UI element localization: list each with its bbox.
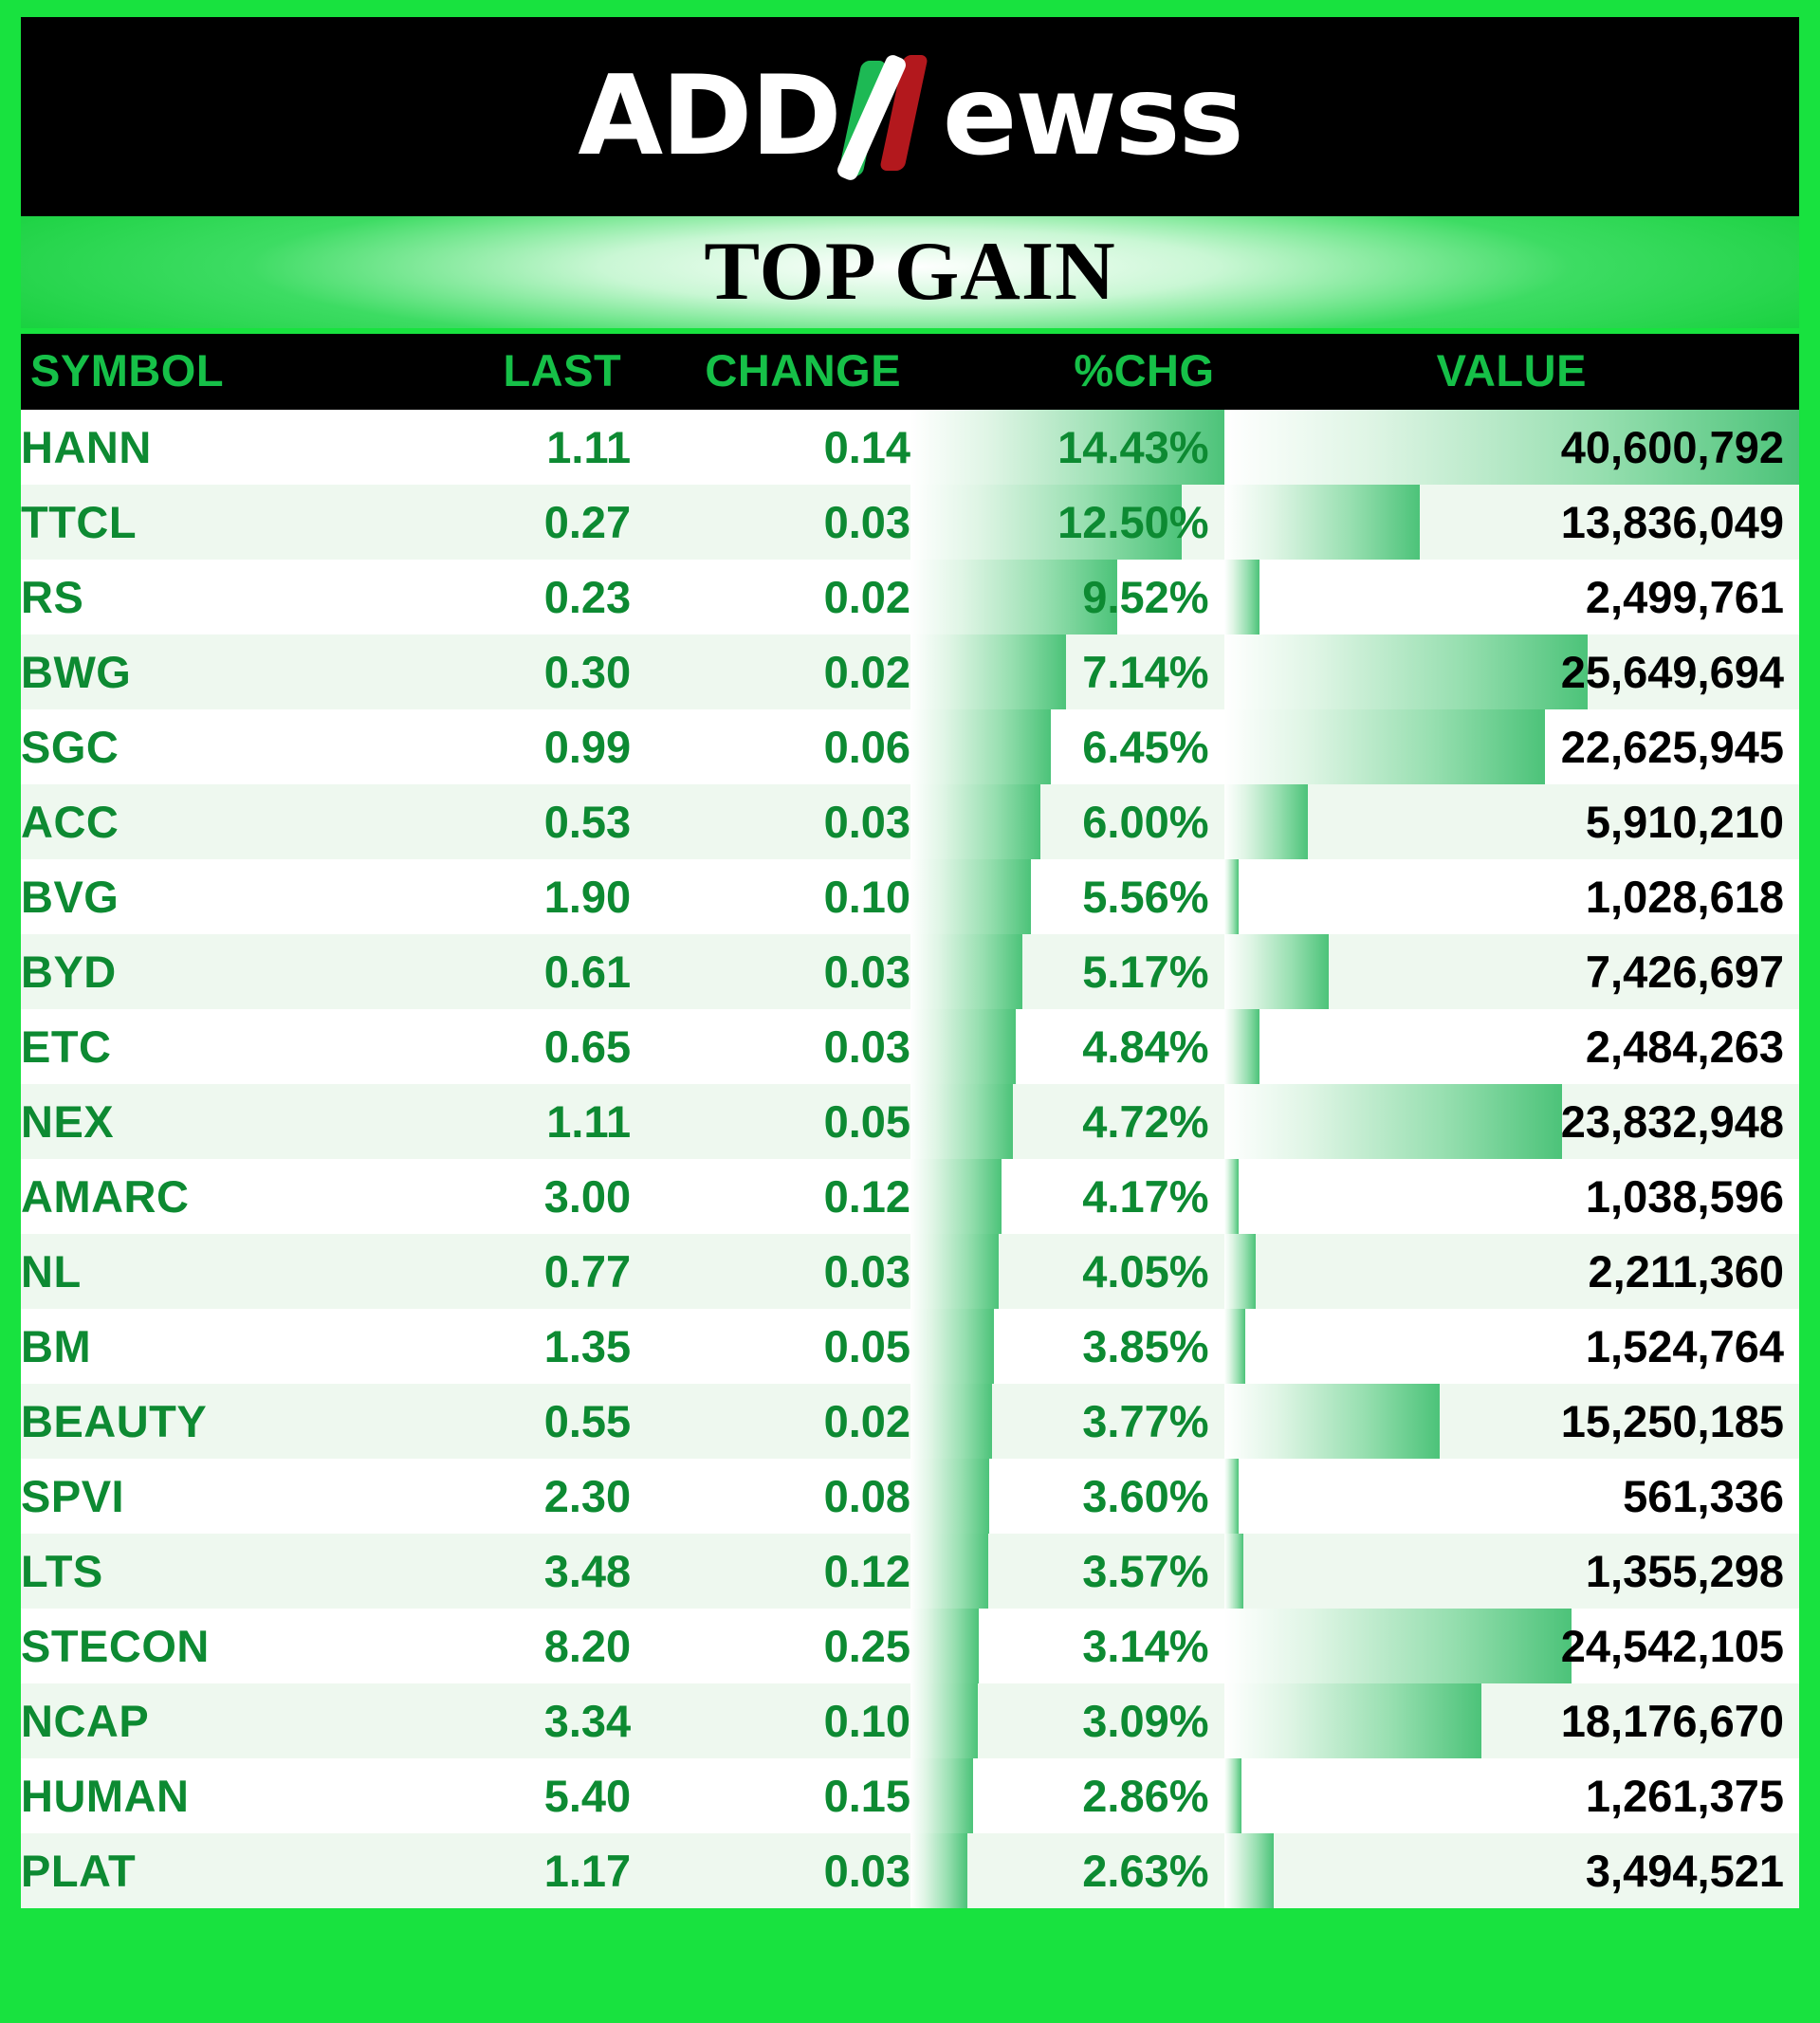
pct-chg-label: 2.63% xyxy=(1082,1846,1209,1896)
column-header-symbol: SYMBOL xyxy=(21,334,385,410)
cell-value xyxy=(1224,1009,1799,1084)
table-body xyxy=(21,410,1799,1908)
cell-change: 0.15 xyxy=(631,1758,910,1833)
table-row xyxy=(21,410,1799,485)
cell-last: 1.17 xyxy=(385,1833,631,1908)
value-label: 3,494,521 xyxy=(1585,1846,1784,1896)
value-bar xyxy=(1224,934,1330,1009)
pct-bar xyxy=(910,1833,967,1908)
cell-symbol: TTCL xyxy=(21,485,385,560)
cell-pct-chg xyxy=(910,1309,1223,1384)
cell-pct-chg xyxy=(910,1833,1223,1908)
cell-symbol: BM xyxy=(21,1309,385,1384)
cell-value xyxy=(1224,485,1799,560)
table-row xyxy=(21,1609,1799,1683)
cell-value xyxy=(1224,709,1799,784)
table-row xyxy=(21,560,1799,634)
cell-last: 1.11 xyxy=(385,1084,631,1159)
cell-last: 0.99 xyxy=(385,709,631,784)
table-row xyxy=(21,934,1799,1009)
pct-bar xyxy=(910,1009,1016,1084)
cell-last: 1.35 xyxy=(385,1309,631,1384)
pct-bar xyxy=(910,1234,999,1309)
value-bar xyxy=(1224,1009,1259,1084)
column-header-pct-chg: %CHG xyxy=(910,334,1223,410)
cell-pct-chg xyxy=(910,784,1223,859)
brand-logo xyxy=(578,52,1242,180)
cell-last: 0.65 xyxy=(385,1009,631,1084)
cell-symbol: SPVI xyxy=(21,1459,385,1534)
pct-chg-label: 6.45% xyxy=(1082,722,1209,772)
title-banner xyxy=(21,216,1799,328)
cell-symbol: LTS xyxy=(21,1534,385,1609)
cell-last: 1.90 xyxy=(385,859,631,934)
cell-value xyxy=(1224,934,1799,1009)
table-row xyxy=(21,1084,1799,1159)
brand-name-part1: ADD xyxy=(578,52,840,180)
cell-change: 0.02 xyxy=(631,634,910,709)
cell-symbol: NL xyxy=(21,1234,385,1309)
cell-symbol: STECON xyxy=(21,1609,385,1683)
cell-pct-chg xyxy=(910,560,1223,634)
cell-symbol: HANN xyxy=(21,410,385,485)
pct-chg-label: 5.17% xyxy=(1082,947,1209,997)
pct-bar xyxy=(910,1459,988,1534)
cell-value xyxy=(1224,560,1799,634)
cell-last: 0.77 xyxy=(385,1234,631,1309)
value-bar xyxy=(1224,1384,1441,1459)
cell-pct-chg xyxy=(910,1009,1223,1084)
pct-bar xyxy=(910,709,1051,784)
cell-value xyxy=(1224,1534,1799,1609)
cell-pct-chg xyxy=(910,709,1223,784)
value-label: 2,499,761 xyxy=(1585,572,1784,622)
column-header-last: LAST xyxy=(385,334,631,410)
pct-chg-label: 3.85% xyxy=(1082,1321,1209,1371)
cell-change: 0.12 xyxy=(631,1534,910,1609)
value-label: 2,211,360 xyxy=(1588,1246,1784,1297)
value-bar xyxy=(1224,1534,1243,1609)
cell-change: 0.03 xyxy=(631,485,910,560)
pct-chg-label: 3.57% xyxy=(1082,1546,1209,1596)
table-row xyxy=(21,1309,1799,1384)
column-header-change: CHANGE xyxy=(631,334,910,410)
cell-value xyxy=(1224,784,1799,859)
cell-last: 3.34 xyxy=(385,1683,631,1758)
cell-symbol: AMARC xyxy=(21,1159,385,1234)
cell-symbol: BEAUTY xyxy=(21,1384,385,1459)
value-label: 1,028,618 xyxy=(1585,872,1784,922)
value-bar xyxy=(1224,1459,1239,1534)
pct-bar xyxy=(910,784,1040,859)
value-bar xyxy=(1224,1683,1482,1758)
value-bar xyxy=(1224,1609,1572,1683)
cell-pct-chg xyxy=(910,485,1223,560)
cell-pct-chg xyxy=(910,859,1223,934)
cell-symbol: ACC xyxy=(21,784,385,859)
cell-last: 0.53 xyxy=(385,784,631,859)
table-row xyxy=(21,1534,1799,1609)
cell-change: 0.06 xyxy=(631,709,910,784)
brand-header xyxy=(21,17,1799,216)
pct-chg-label: 9.52% xyxy=(1082,572,1209,622)
cell-last: 0.30 xyxy=(385,634,631,709)
cell-last: 1.11 xyxy=(385,410,631,485)
pct-chg-label: 3.77% xyxy=(1082,1396,1209,1446)
pct-bar xyxy=(910,634,1066,709)
cell-symbol: SGC xyxy=(21,709,385,784)
table-row xyxy=(21,634,1799,709)
pct-chg-label: 4.17% xyxy=(1082,1171,1209,1222)
table-row xyxy=(21,1833,1799,1908)
cell-pct-chg xyxy=(910,1234,1223,1309)
cell-symbol: BWG xyxy=(21,634,385,709)
cell-pct-chg xyxy=(910,1534,1223,1609)
table-row xyxy=(21,1234,1799,1309)
value-label: 22,625,945 xyxy=(1560,722,1784,772)
table-row xyxy=(21,1009,1799,1084)
page-title: TOP GAIN xyxy=(704,226,1116,318)
cell-value xyxy=(1224,1234,1799,1309)
pct-chg-label: 5.56% xyxy=(1082,872,1209,922)
value-bar xyxy=(1224,634,1588,709)
value-bar xyxy=(1224,1159,1240,1234)
table-header-row xyxy=(21,334,1799,410)
value-label: 2,484,263 xyxy=(1585,1021,1784,1072)
cell-last: 3.00 xyxy=(385,1159,631,1234)
cell-value xyxy=(1224,859,1799,934)
pct-bar xyxy=(910,1159,1002,1234)
pct-bar xyxy=(910,1084,1013,1159)
cell-value xyxy=(1224,1384,1799,1459)
pct-bar xyxy=(910,1534,988,1609)
pct-bar xyxy=(910,859,1031,934)
value-bar xyxy=(1224,1084,1562,1159)
table-row xyxy=(21,859,1799,934)
value-label: 40,600,792 xyxy=(1560,422,1784,472)
cell-value xyxy=(1224,1609,1799,1683)
cell-change: 0.10 xyxy=(631,1683,910,1758)
cell-last: 2.30 xyxy=(385,1459,631,1534)
cell-change: 0.02 xyxy=(631,560,910,634)
cell-pct-chg xyxy=(910,1459,1223,1534)
cell-pct-chg xyxy=(910,1609,1223,1683)
table-row xyxy=(21,1683,1799,1758)
value-label: 13,836,049 xyxy=(1560,497,1784,547)
pct-chg-label: 3.60% xyxy=(1082,1471,1209,1521)
pct-bar xyxy=(910,934,1022,1009)
value-label: 1,261,375 xyxy=(1585,1771,1784,1821)
table-row xyxy=(21,485,1799,560)
value-label: 1,355,298 xyxy=(1585,1546,1784,1596)
pct-chg-label: 4.05% xyxy=(1082,1246,1209,1297)
cell-pct-chg xyxy=(910,634,1223,709)
cell-symbol: RS xyxy=(21,560,385,634)
cell-last: 8.20 xyxy=(385,1609,631,1683)
table-row xyxy=(21,1459,1799,1534)
value-label: 15,250,185 xyxy=(1560,1396,1784,1446)
cell-pct-chg xyxy=(910,410,1223,485)
table-row xyxy=(21,1384,1799,1459)
cell-symbol: NCAP xyxy=(21,1683,385,1758)
pct-bar xyxy=(910,1758,973,1833)
cell-last: 5.40 xyxy=(385,1758,631,1833)
cell-change: 0.03 xyxy=(631,1009,910,1084)
cell-value xyxy=(1224,1084,1799,1159)
cell-last: 0.55 xyxy=(385,1384,631,1459)
cell-pct-chg xyxy=(910,1159,1223,1234)
pct-chg-label: 4.72% xyxy=(1082,1096,1209,1147)
cell-value xyxy=(1224,1683,1799,1758)
cell-change: 0.10 xyxy=(631,859,910,934)
cell-value xyxy=(1224,410,1799,485)
cell-change: 0.14 xyxy=(631,410,910,485)
cell-value xyxy=(1224,1159,1799,1234)
cell-last: 0.27 xyxy=(385,485,631,560)
cell-last: 0.61 xyxy=(385,934,631,1009)
value-label: 23,832,948 xyxy=(1560,1096,1784,1147)
value-label: 561,336 xyxy=(1623,1471,1784,1521)
cell-pct-chg xyxy=(910,934,1223,1009)
brand-n-icon xyxy=(842,55,941,178)
pct-chg-label: 12.50% xyxy=(1057,497,1209,547)
cell-pct-chg xyxy=(910,1384,1223,1459)
cell-change: 0.03 xyxy=(631,1833,910,1908)
value-bar xyxy=(1224,859,1239,934)
value-label: 5,910,210 xyxy=(1585,797,1784,847)
cell-pct-chg xyxy=(910,1084,1223,1159)
cell-change: 0.03 xyxy=(631,784,910,859)
value-bar xyxy=(1224,485,1421,560)
cell-last: 0.23 xyxy=(385,560,631,634)
pct-chg-label: 3.14% xyxy=(1082,1621,1209,1671)
value-bar xyxy=(1224,1758,1242,1833)
cell-pct-chg xyxy=(910,1758,1223,1833)
cell-symbol: ETC xyxy=(21,1009,385,1084)
cell-change: 0.25 xyxy=(631,1609,910,1683)
pct-bar xyxy=(910,1683,978,1758)
value-bar xyxy=(1224,784,1308,859)
pct-bar xyxy=(910,1309,994,1384)
column-header-value: VALUE xyxy=(1224,334,1799,410)
top-gain-table xyxy=(21,334,1799,1908)
cell-value xyxy=(1224,1309,1799,1384)
value-bar xyxy=(1224,709,1545,784)
value-bar xyxy=(1224,1833,1274,1908)
cell-value xyxy=(1224,1758,1799,1833)
table-row xyxy=(21,709,1799,784)
cell-value xyxy=(1224,634,1799,709)
pct-chg-label: 3.09% xyxy=(1082,1696,1209,1746)
cell-last: 3.48 xyxy=(385,1534,631,1609)
cell-pct-chg xyxy=(910,1683,1223,1758)
value-bar xyxy=(1224,560,1259,634)
cell-change: 0.02 xyxy=(631,1384,910,1459)
cell-value xyxy=(1224,1459,1799,1534)
pct-chg-label: 7.14% xyxy=(1082,647,1209,697)
pct-bar xyxy=(910,1384,992,1459)
cell-change: 0.12 xyxy=(631,1159,910,1234)
pct-bar xyxy=(910,1609,979,1683)
pct-chg-label: 2.86% xyxy=(1082,1771,1209,1821)
cell-symbol: NEX xyxy=(21,1084,385,1159)
pct-chg-label: 6.00% xyxy=(1082,797,1209,847)
cell-symbol: PLAT xyxy=(21,1833,385,1908)
pct-chg-label: 14.43% xyxy=(1057,422,1209,472)
cell-symbol: BVG xyxy=(21,859,385,934)
value-label: 1,038,596 xyxy=(1585,1171,1784,1222)
pct-chg-label: 4.84% xyxy=(1082,1021,1209,1072)
cell-change: 0.03 xyxy=(631,1234,910,1309)
cell-change: 0.08 xyxy=(631,1459,910,1534)
cell-change: 0.05 xyxy=(631,1309,910,1384)
value-bar xyxy=(1224,1234,1256,1309)
value-label: 24,542,105 xyxy=(1560,1621,1784,1671)
value-label: 18,176,670 xyxy=(1560,1696,1784,1746)
table-row xyxy=(21,1159,1799,1234)
table-row xyxy=(21,1758,1799,1833)
brand-name-part2: ewss xyxy=(942,52,1242,180)
table-row xyxy=(21,784,1799,859)
value-label: 25,649,694 xyxy=(1560,647,1784,697)
cell-symbol: BYD xyxy=(21,934,385,1009)
cell-symbol: HUMAN xyxy=(21,1758,385,1833)
cell-change: 0.05 xyxy=(631,1084,910,1159)
cell-change: 0.03 xyxy=(631,934,910,1009)
value-label: 1,524,764 xyxy=(1585,1321,1784,1371)
value-bar xyxy=(1224,1309,1246,1384)
cell-value xyxy=(1224,1833,1799,1908)
value-label: 7,426,697 xyxy=(1585,947,1784,997)
